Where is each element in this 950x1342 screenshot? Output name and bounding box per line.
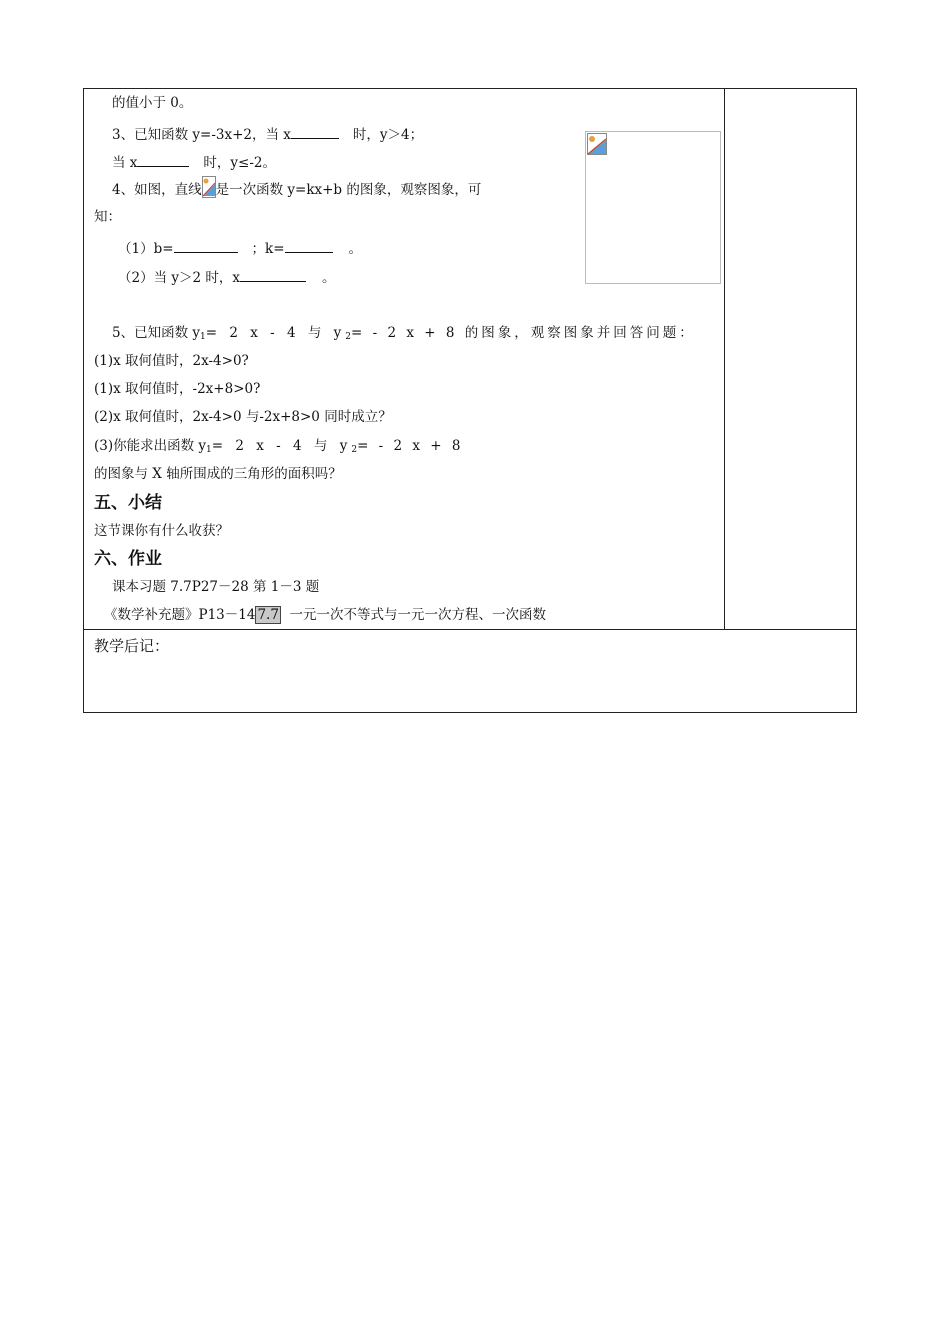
- q4-sub-2: [118, 267, 336, 287]
- q3-line-1: [112, 124, 423, 144]
- q3-blank-1[interactable]: [291, 124, 339, 139]
- q3-text-b: 时，y＞4；: [352, 127, 424, 143]
- q4-blank-x[interactable]: [240, 267, 306, 282]
- q4-sub-1: [118, 238, 362, 258]
- broken-image-icon: [587, 133, 607, 155]
- q5-intro: [112, 324, 696, 346]
- q4-sub1-text-b: ；k=: [251, 241, 285, 257]
- summary-heading: 五、小结: [94, 493, 162, 513]
- q5-intro-c: = - 2 x + 8 的图象，观察图象并回答问题：: [351, 325, 696, 341]
- q3-text-a: 3、已知函数 y=-3x+2，当 x: [112, 127, 291, 143]
- homework-item-2: [104, 606, 546, 624]
- q5-part-3: [94, 437, 464, 459]
- q4-text-a: 4、如图，直线: [112, 182, 202, 198]
- q5-part-1: (1)x 取何值时，2x-4>0?: [94, 353, 249, 369]
- teaching-notes-label: 教学后记：: [94, 637, 170, 655]
- q5-part-3-line-2: 的图象与 X 轴所围成的三角形的面积吗？: [94, 466, 342, 482]
- q4-blank-b[interactable]: [174, 238, 238, 253]
- q4-line-1: [112, 178, 481, 199]
- q2-tail-text: 的值小于 0。: [112, 95, 193, 111]
- q5-part3-sub1: 1: [206, 445, 212, 455]
- q4-sub1-text-c: 。: [348, 241, 363, 257]
- q3-line-2: [112, 152, 276, 172]
- q5-intro-sub2: 2: [345, 332, 352, 342]
- q5-part3-sub2: 2: [351, 445, 358, 455]
- homework-heading: 六、作业: [94, 549, 162, 569]
- q5-part3-a: (3)你能求出函数 y: [94, 438, 207, 454]
- q5-intro-b: = 2 x - 4 与 y: [205, 325, 346, 341]
- q4-sub2-text-a: （2）当 y＞2 时，x: [118, 270, 241, 286]
- q5-part-2: (2)x 取何值时，2x-4>0 与-2x+8>0 同时成立？: [94, 409, 392, 425]
- q3-text-d: 时，y≤-2。: [203, 155, 276, 171]
- homework-ref-field[interactable]: 7.7: [257, 607, 279, 623]
- q5-intro-a: 5、已知函数 y: [112, 325, 201, 341]
- q5-part3-c: = - 2 x + 8: [357, 438, 464, 454]
- summary-text: 这节课你有什么收获？: [94, 523, 229, 539]
- q4-sub2-text-b: 。: [322, 270, 336, 286]
- homework-item-2-a: 《数学补充题》P13－14: [104, 607, 256, 623]
- q3-blank-2[interactable]: [137, 152, 189, 167]
- q4-sub1-text-a: （1）b=: [118, 241, 174, 257]
- q4-blank-k[interactable]: [285, 238, 333, 253]
- figure-image-placeholder: [585, 131, 721, 284]
- homework-item-2-b: 一元一次不等式与一元一次方程、一次函数: [280, 607, 547, 623]
- q5-part3-b: = 2 x - 4 与 y: [211, 438, 352, 454]
- q5-part-1b: (1)x 取何值时，-2x+8>0?: [94, 381, 261, 397]
- teaching-notes-cell: [83, 629, 857, 713]
- side-notes-cell: [724, 88, 857, 630]
- q5-intro-sub1: 1: [200, 332, 206, 342]
- q4-line-2: 知：: [94, 209, 121, 225]
- homework-item-1: 课本习题 7.7P27－28 第 1－3 题: [112, 579, 320, 595]
- inline-image-icon: [202, 178, 216, 198]
- q4-text-b: 是一次函数 y=kx+b 的图象，观察图象，可: [215, 182, 482, 198]
- q3-text-c: 当 x: [112, 155, 138, 171]
